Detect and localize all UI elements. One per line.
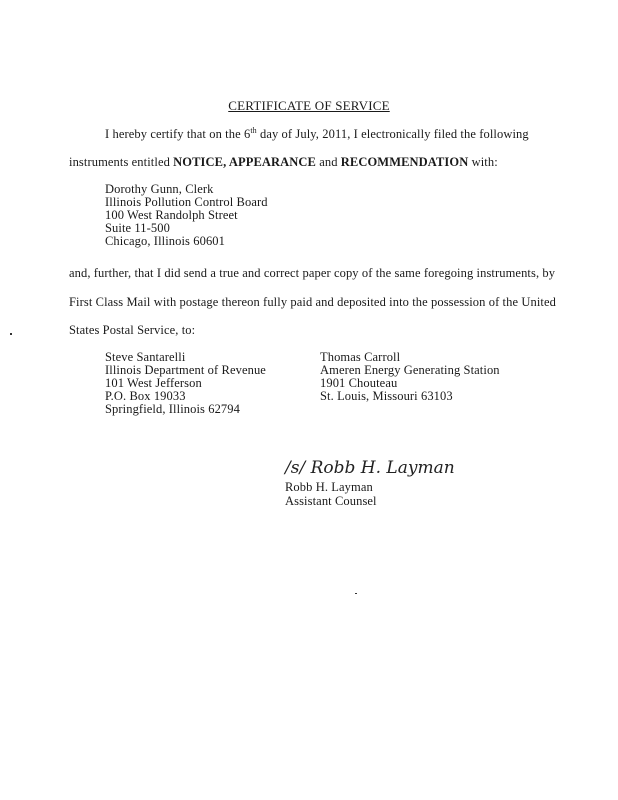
address-line: 1901 Chouteau (320, 376, 398, 390)
signer-name: Robb H. Layman (285, 480, 373, 494)
document-title: CERTIFICATE OF SERVICE (228, 98, 390, 113)
address-line: Steve Santarelli (105, 350, 186, 364)
address-line: 101 West Jefferson (105, 376, 202, 390)
address-line: Springfield, Illinois 62794 (105, 402, 240, 416)
address-line: Dorothy Gunn, Clerk (105, 182, 214, 196)
recipient-left-address (105, 351, 266, 416)
instruments-text-mid: and (315, 155, 341, 169)
address-line: Illinois Department of Revenue (105, 363, 266, 377)
address-line: St. Louis, Missouri 63103 (320, 389, 453, 403)
scan-speck (10, 333, 12, 335)
address-line: 100 West Randolph Street (105, 208, 238, 222)
address-line: Chicago, Illinois 60601 (105, 234, 225, 248)
instruments-bold-2: RECOMMENDATION (340, 155, 469, 169)
further-line-2: First Class Mail with postage thereon fully paid and deposited into the possession of the United (69, 295, 556, 309)
certify-text-a: I hereby certify that on the 6 (105, 127, 251, 141)
certify-text-b: day of July, 2011, I electronically filed the following (256, 127, 529, 141)
scan-speck (355, 593, 357, 594)
address-line: Suite 11-500 (105, 221, 170, 235)
address-line: Illinois Pollution Control Board (105, 195, 268, 209)
signature-script: /s/ Robb H. Layman (285, 458, 455, 478)
recipient-main-address (105, 183, 268, 248)
certify-line-1 (105, 127, 529, 142)
certify-superscript: th (250, 125, 257, 135)
address-line: Ameren Energy Generating Station (320, 363, 500, 377)
certify-line-2 (69, 155, 498, 170)
recipient-right-address (320, 351, 500, 403)
further-line-1: and, further, that I did send a true and correct paper copy of the same foregoing instruments, by (69, 266, 556, 280)
further-line-3: States Postal Service, to: (69, 323, 196, 337)
instruments-text-a: instruments entitled (69, 155, 174, 169)
signer-role: Assistant Counsel (285, 494, 377, 508)
instruments-text-b: with: (468, 155, 498, 169)
instruments-bold-1: NOTICE, APPEARANCE (173, 155, 316, 169)
address-line: P.O. Box 19033 (105, 389, 186, 403)
address-line: Thomas Carroll (320, 350, 401, 364)
